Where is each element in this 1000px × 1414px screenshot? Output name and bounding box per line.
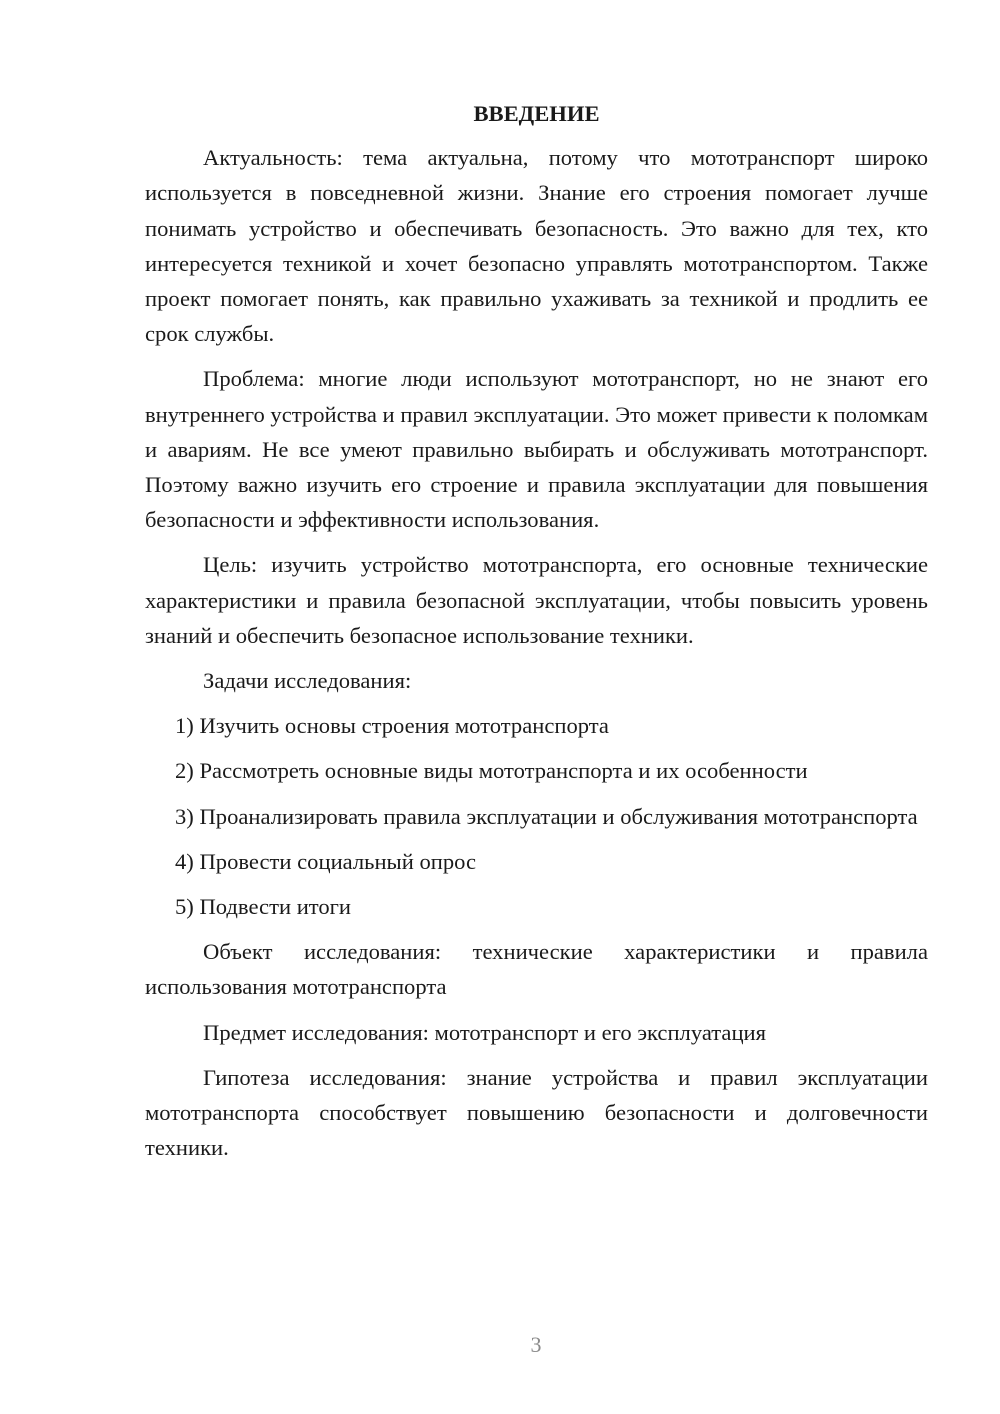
paragraph-subject: Предмет исследования: мототранспорт и его эксплуатация	[203, 1019, 767, 1045]
task-item-1: 1) Изучить основы строения мототранспорта	[175, 713, 609, 739]
task-item-2: 2) Рассмотреть основные виды мототранспорта и их особенности	[175, 758, 808, 784]
page-number: 3	[530, 1332, 542, 1357]
paragraph-hypothesis: Гипотеза исследования: знание устройства и правил эксплуатации мототранспорта способствует повышению безопасности и долговечности техники.	[145, 1064, 928, 1161]
tasks-list	[145, 708, 928, 924]
page-title: ВВЕДЕНИЕ	[473, 101, 600, 126]
page-body	[145, 96, 928, 1175]
paragraph-object: Объект исследования: технические характеристики и правила использования мототранспорта	[145, 939, 928, 1000]
paragraph-problem: Проблема: многие люди используют мототранспорт, но не знают его внутреннего устройства и правил эксплуатации. Это может привести к поломкам и авариям. Не все умеют правильно выбирать и обслуживать мототранспорт. Поэтому важно изучить его строение и правила эксплуатации для повышения безопасности и эффективности использования.	[145, 366, 928, 533]
task-item-4: 4) Провести социальный опрос	[175, 848, 477, 874]
task-item-5: 5) Подвести итоги	[175, 894, 352, 920]
task-item-3: 3) Проанализировать правила эксплуатации и обслуживания мототранспорта	[175, 803, 918, 829]
tasks-heading: Задачи исследования:	[203, 668, 412, 694]
paragraph-relevance: Актуальность: тема актуальна, потому что мототранспорт широко используется в повседневной жизни. Знание его строения помогает лучше понимать устройство и обеспечивать безопасность. Это важно для тех, кто интересуется техникой и хочет безопасно управлять мототранспортом. Также проект помогает понять, как правильно ухаживать за техникой и продлить ее срок службы.	[145, 145, 928, 347]
paragraph-goal: Цель: изучить устройство мототранспорта, его основные технические характеристики и правила безопасной эксплуатации, чтобы повысить уровень знаний и обеспечить безопасное использование техники.	[145, 552, 928, 648]
